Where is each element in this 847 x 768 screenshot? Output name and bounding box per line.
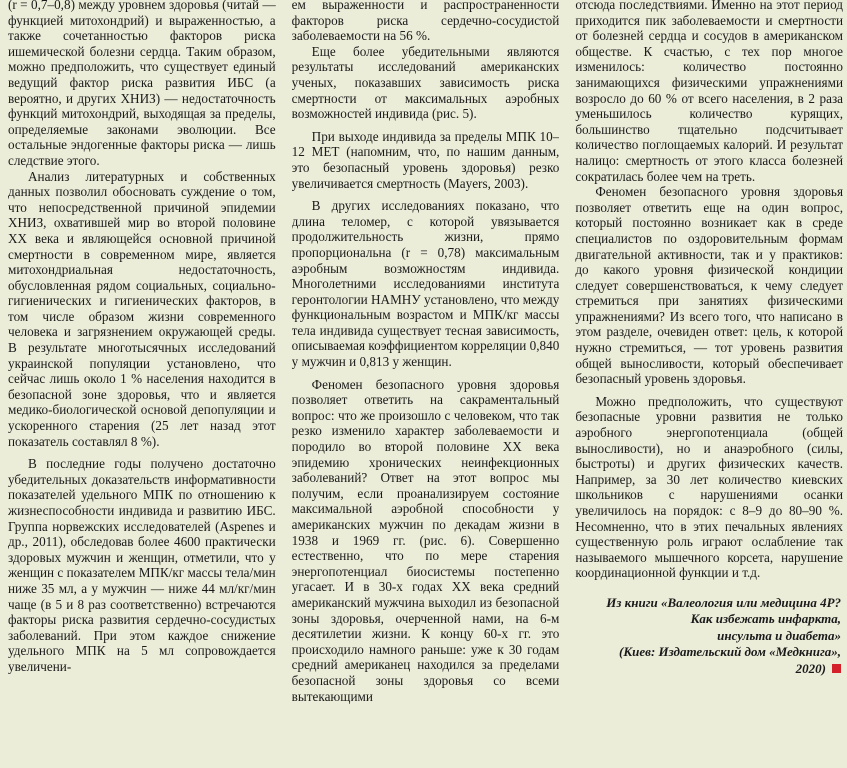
paragraph: В последние годы получено достаточно убедительных доказательств информативности показателей удельного МПК по отношению к жизнеспособности индивида и развитию ИБС. Группа норвежских исследователей (Aspenes и др., 2011), обследовав более 4600 практически здоровых мужчин и женщин, отметили, что у женщин с показателем МПК/кг массы тела/мин ниже 35 мл, а у мужчин — ниже 44 мл/кг/мин чаще (в 5 и 8 раз соответственно) встречаются факторы риска развития сердечно-сосудистых заболеваний. При этом каждое снижение удельного МПК на 5 мл сопровождается увеличени- — [8, 456, 276, 674]
paragraph: Можно предположить, что существуют безопасные уровни развития не только аэробного энергопотенциала (общей выносливости), но и анаэробного (силы, быстроты) и других физических качеств. Например, за 30 лет количество киевских школьников с нарушениями осанки увеличилось на порядок: с 8–9 до 80–90 %. Несомненно, что в этих печальных явлениях существенную роль играют ослабление так называемого мышечного корсета, нарушение координационной функции и т.д. — [575, 393, 844, 581]
source-line: инсульта и диабета» — [717, 627, 842, 643]
paragraph: Еще более убедительными являются результаты исследований американских ученых, показавших зависимость риска смертности от максимальных аэробных возможностей индивида (рис. 5). — [291, 43, 560, 122]
paragraph: Феномен безопасного уровня здоровья позволяет ответить на сакраментальный вопрос: что же произошло с человеком, что так резко изменило характер заболеваемости и породило во второй половине XX века эпидемию хронических неинфекционных заболеваний? Ответ на этот вопрос мы получим, если проанализируем состояние максимальной аэробной способности у американских мужчин по декадам жизни в 1938 и 1969 гг. (рис. 6). Совершенно естественно, что по мере старения энергопотенциал биосистемы постепенно угасает. И в 30-х годах XX века средний американский мужчина выходил из безопасной зоны здоровья, очерченной нами, на 6-м десятилетии жизни. К концу 60-х гг. это происходило намного раньше: уже к 30 годам средний американец находился за пределами безопасной зоны здоровья со всеми вытекающими — [291, 376, 560, 704]
source-line: (Киев: Издательский дом «Медкнига», — [618, 644, 842, 660]
text-column-2 — [292, 0, 560, 768]
text-column-3 — [575, 0, 843, 768]
source-year: 2020) — [795, 660, 827, 676]
paragraph: Анализ литературных и собственных данных позволил обосновать суждение о том, что непосредственной причиной эпидемии ХНИЗ, охватившей мир во второй половине XX века и являющейся основной причиной смертности в современном мире, является митохондриальная недостаточность, обусловленная рядом социальных, социально-гигиенических и гигиенических факторов, в том числе образом жизни современного человека и загрязнением окружающей среды. В результате многотысячных исследований украинской популяции установлено, что сейчас лишь около 1 % населения находится в безопасной зоне здоровья, что и является медико-биологической основой депопуляции и ускоренного старения (25 лет назад этот показатель составлял 8 %). — [8, 168, 276, 449]
source-line-last — [575, 661, 841, 677]
paragraph: отсюда последствиями. Именно на этот период приходится пик заболеваемости и смертности от болезней сердца и сосудов в американском обществе. К счастью, с тех пор многое изменилось: количество постоянно занимающихся физическими упражнениями возросло до 60 % от всего населения, в 2 раза уменьшилось количество курящих, большинство тщательно подсчитывает количество поглощаемых калорий. И результат налицо: смертность от этого класса болезней сократилась более чем на треть. — [575, 0, 844, 184]
source-citation — [575, 595, 843, 677]
source-line: Из книги «Валеология или медицина 4Р? — [606, 594, 842, 610]
end-of-article-square-icon — [832, 664, 841, 673]
text-column-1 — [8, 0, 276, 768]
paragraph: (r = 0,7–0,8) между уровнем здоровья (читай — функцией митохондрий) и выраженностью, а также сочетанностью факторов риска ишемической болезни сердца. Таким образом, можно предположить, что существует единый ведущий фактор риска развития ИБС (а вероятно, и других ХНИЗ) — недостаточность функций митохондрий, выходящая за пределы, определяемые законами эволюции. Все остальные эндогенные факторы риска — лишь следствие этого. — [8, 0, 276, 168]
paragraph: При выходе индивида за пределы МПК 10–12 МЕТ (напомним, что, по нашим данным, это безопасный уровень здоровья) резко увеличивается смертность (Mayers, 2003). — [291, 128, 560, 191]
paragraph: В других исследованиях показано, что длина теломер, с которой увязывается продолжительность жизни, прямо пропорциональна (r = 0,78) максимальным аэробным возможностям индивида. Многолетними исследованиями института геронтологии НАМНУ установлено, что между функциональным возрастом и МПК/кг массы тела индивида существует тесная зависимость, описываемая коэффициентом корреляции 0,840 у мужчин и 0,813 у женщин. — [291, 198, 560, 370]
paragraph: Феномен безопасного уровня здоровья позволяет ответить еще на один вопрос, который постоянно возникает как в среде специалистов по оздоровительным формам двигательной активности, так и у практиков: до какого уровня физической кондиции следует совершенствоваться, к чему следует стремиться при занятиях физическими упражнениями? Из всего того, что написано в этом разделе, очевиден ответ: цель, к которой нужно стремиться, — тот уровень развития общей выносливости, который обеспечивает безопасный уровень здоровья. — [575, 184, 844, 387]
source-line: Как избежать инфаркта, — [690, 611, 842, 627]
paragraph: ем выраженности и распространенности факторов риска сердечно-сосудистой заболеваемости на 56 %. — [291, 0, 560, 44]
